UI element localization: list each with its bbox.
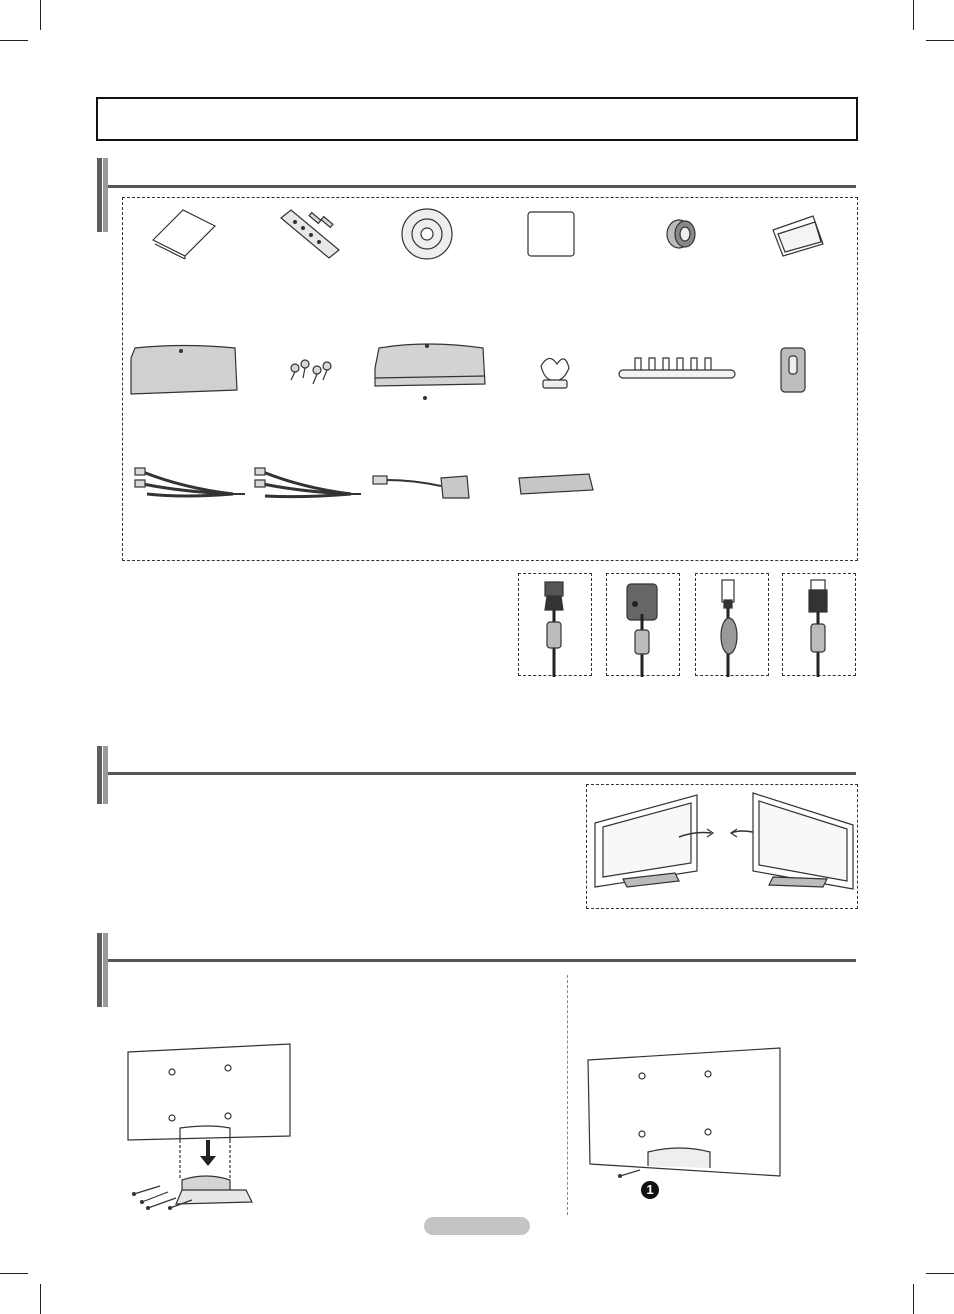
ferrite-core-icon <box>781 348 805 392</box>
stand-base-icon <box>375 344 485 400</box>
section-marker <box>97 158 108 232</box>
section-rule <box>108 959 856 962</box>
page-title-box <box>96 97 858 141</box>
page-number-pill <box>424 1217 530 1235</box>
holder-ring-icon <box>667 220 695 248</box>
cable-tie-icon <box>619 358 735 378</box>
stand-attached-illustration <box>580 1044 786 1184</box>
remote-control-icon <box>281 210 339 258</box>
section-rule <box>108 772 856 775</box>
power-adapter-ferrite-box <box>606 573 680 676</box>
cd-disc-icon <box>402 209 452 259</box>
scart-adapter-icon <box>373 476 469 498</box>
warranty-card-icon <box>773 216 823 256</box>
swivel-illustration-panel <box>586 784 858 909</box>
power-adapter-ferrite-icon <box>607 574 681 677</box>
av-cable-icon <box>135 468 245 496</box>
crop-mark <box>913 0 914 30</box>
stand-assembly-illustration <box>120 1040 300 1215</box>
crop-mark <box>0 40 28 41</box>
tv-swivel-illustration <box>587 785 859 910</box>
manual-icon <box>153 210 215 259</box>
column-divider <box>567 975 568 1215</box>
power-cord-ferrite-icon <box>519 574 593 677</box>
crop-mark <box>40 0 41 30</box>
section-marker <box>97 933 108 1007</box>
crop-mark <box>913 1284 914 1314</box>
cable-holder-icon <box>541 358 569 388</box>
power-cord-ferrite-box <box>518 573 592 676</box>
crop-mark <box>926 40 954 41</box>
crop-mark <box>0 1273 28 1274</box>
stand-tube-icon <box>519 474 593 494</box>
crop-mark <box>40 1284 41 1314</box>
arrow-down-icon <box>200 1156 216 1166</box>
crop-mark <box>926 1273 954 1274</box>
screws-icon <box>291 360 331 384</box>
component-cable-icon <box>255 468 361 497</box>
tv-left-icon <box>595 795 697 887</box>
lan-cable-ferrite-box <box>695 573 769 676</box>
hdmi-cable-ferrite-icon <box>783 574 857 677</box>
section-marker <box>97 746 108 804</box>
accessories-panel <box>122 197 858 561</box>
lan-cable-ferrite-icon <box>696 574 770 677</box>
section-rule <box>108 185 856 188</box>
cleaning-cloth-icon <box>528 212 574 256</box>
callout-number: 1 <box>641 1181 659 1199</box>
hdmi-cable-ferrite-box <box>782 573 856 676</box>
stand-cover-icon <box>131 346 237 395</box>
tv-right-icon <box>753 793 853 889</box>
